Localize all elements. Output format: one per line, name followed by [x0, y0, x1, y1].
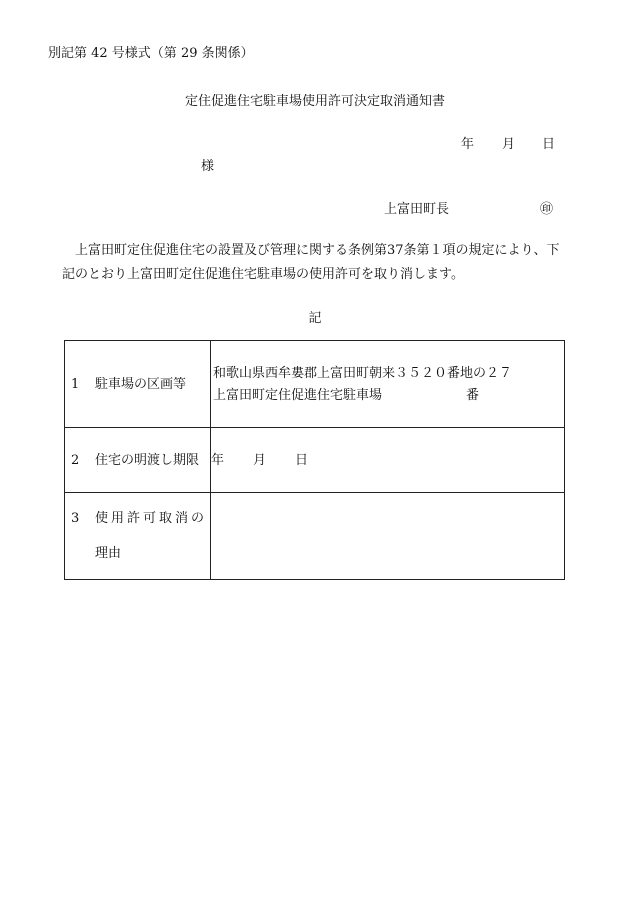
row-label-text: 使用許可取消の [95, 511, 208, 526]
label-cell-vacate-deadline [65, 428, 211, 493]
row-number: 2 [71, 452, 80, 468]
space-number-suffix: 番 [466, 387, 480, 403]
date-month: 月 [502, 137, 516, 152]
row-label: 駐車場の区画等 [95, 376, 187, 392]
address-line-1: 和歌山県西牟婁郡上富田町朝来３５２０番地の２７ [213, 365, 513, 381]
table-row-parking-section [65, 341, 565, 428]
value-cell-parking-section [211, 341, 565, 428]
document-title: 定住促進住宅駐車場使用許可決定取消通知書 [184, 94, 445, 109]
address-line-2 [211, 389, 564, 402]
value-cell-vacate-deadline [211, 428, 565, 493]
ki-heading: 記 [308, 311, 322, 326]
seal-mark: ㊞ [540, 202, 554, 217]
issuer-name: 上富田町長 [384, 202, 450, 217]
row-label: 住宅の明渡し期限 [95, 452, 200, 468]
value-cell-revocation-reason [211, 493, 565, 580]
label-cell-revocation-reason [65, 493, 211, 580]
row-label-line-2: 理由 [95, 546, 122, 561]
label-cell-parking-section [65, 341, 211, 428]
addressee-honorific: 様 [201, 159, 215, 174]
body-text-line-2: 記のとおり上富田町定住促進住宅駐車場の使用許可を取り消します。 [62, 267, 464, 282]
row-number: 1 [71, 376, 80, 392]
detail-table [64, 340, 565, 580]
parking-name: 上富田町定住促進住宅駐車場 [213, 387, 383, 403]
row-number: 3 [71, 511, 83, 526]
form-number: 別記第 42 号様式（第 29 条関係） [48, 46, 254, 61]
deadline-day: 日 [295, 452, 309, 468]
date-year: 年 [461, 137, 475, 152]
deadline-month: 月 [253, 452, 267, 468]
table-row-revocation-reason [65, 493, 565, 580]
body-text-line-1: 上富田町定住促進住宅の設置及び管理に関する条例第37条第１項の規定により、下 [75, 243, 560, 258]
deadline-year: 年 [211, 452, 225, 468]
row-label-line-1 [71, 512, 210, 525]
date-day: 日 [542, 137, 556, 152]
table-row-vacate-deadline [65, 428, 565, 493]
